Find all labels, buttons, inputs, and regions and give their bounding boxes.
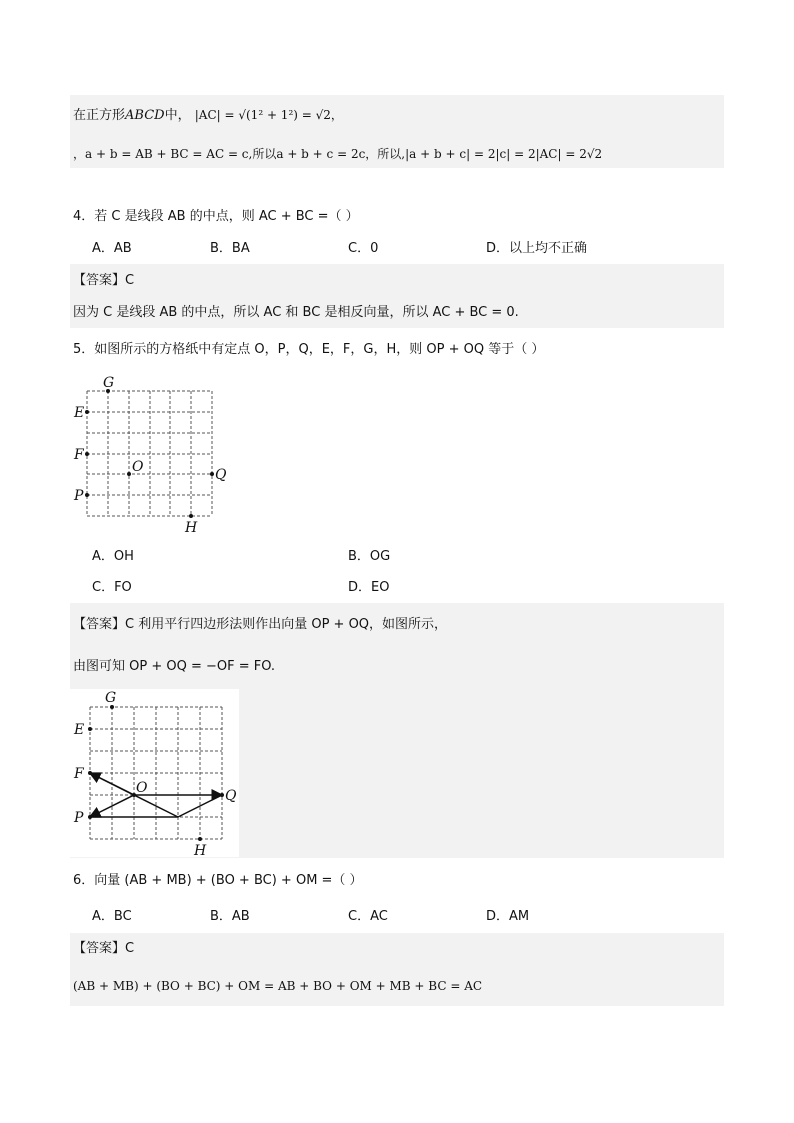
q6-explanation: (AB + MB) + (BO + BC) + OM = AB + BO + OM + MB + BC = AC <box>73 979 483 993</box>
prev-line1-prefix: 在正方形 <box>73 108 126 123</box>
q6-answer-label: 【答案】C <box>73 941 135 956</box>
q5-answer-line: 【答案】C 利用平行四边形法则作出向量 OP + OQ，如图所示， <box>73 617 448 632</box>
q6-option-b: B．AB <box>210 909 250 924</box>
q5-solution-label-h: H <box>194 843 207 857</box>
q5-solution-label-o: O <box>136 780 148 796</box>
q5-option-a: A．OH <box>92 549 134 564</box>
q5-solution-label-f: F <box>74 766 84 782</box>
prev-solution-line1 <box>73 106 343 125</box>
q5-label-f: F <box>74 447 84 463</box>
q4-option-c: C．0 <box>348 241 379 256</box>
prev-line2-text: ，a + b = AB + BC = AC = c,所以a + b + c = 2c，所以,|a + b + c| = 2|c| = 2|AC| = 2√2 <box>73 147 603 161</box>
q4-stem: 4．若 C 是线段 AB 的中点，则 AC + BC =（ ） <box>73 209 359 224</box>
q5-option-d: D．EO <box>348 580 390 595</box>
q4-option-b: B．BA <box>210 241 250 256</box>
q5-option-c: C．FO <box>92 580 132 595</box>
q5-grid <box>87 391 212 516</box>
q5-grid-figure <box>70 370 230 535</box>
q5-solution-label-g: G <box>105 690 117 706</box>
q5-solution-label-e: E <box>74 722 85 738</box>
prev-line1-mid: 中， <box>164 108 191 123</box>
q5-label-h: H <box>185 520 198 535</box>
q5-label-q: Q <box>215 467 227 483</box>
q5-solution-label-q: Q <box>225 788 237 804</box>
q5-option-b: B．OG <box>348 549 391 564</box>
q5-label-o: O <box>132 459 144 475</box>
q5-label-g: G <box>103 375 115 391</box>
q4-answer-label: 【答案】C <box>73 273 135 288</box>
q5-label-p: P <box>74 488 84 504</box>
prev-line1-name: ABCD <box>125 108 165 123</box>
q5-stem: 5．如图所示的方格纸中有定点 O，P，Q，E，F，G，H，则 OP + OQ 等于（ ） <box>73 342 545 357</box>
q4-option-a: A．AB <box>92 241 132 256</box>
prev-solution-line2 <box>73 145 602 163</box>
q6-option-c: C．AC <box>348 909 388 924</box>
q6-option-a: A．BC <box>92 909 132 924</box>
prev-line1-formula: |AC| = √(1² + 1²) = √2， <box>194 108 343 122</box>
q6-stem: 6．向量 (AB + MB) + (BO + BC) + OM =（ ） <box>73 873 363 888</box>
q4-explanation: 因为 C 是线段 AB 的中点，所以 AC 和 BC 是相反向量，所以 AC + BC = 0. <box>73 305 519 320</box>
q5-solution-figure <box>70 689 239 857</box>
q6-option-d: D．AM <box>486 909 530 924</box>
q4-option-d: D．以上均不正确 <box>486 241 588 256</box>
q5-explanation: 由图可知 OP + OQ = −OF = FO. <box>73 659 276 674</box>
q6-answer-box <box>70 933 724 1006</box>
q5-solution-label-p: P <box>74 810 84 826</box>
q5-label-e: E <box>74 405 85 421</box>
